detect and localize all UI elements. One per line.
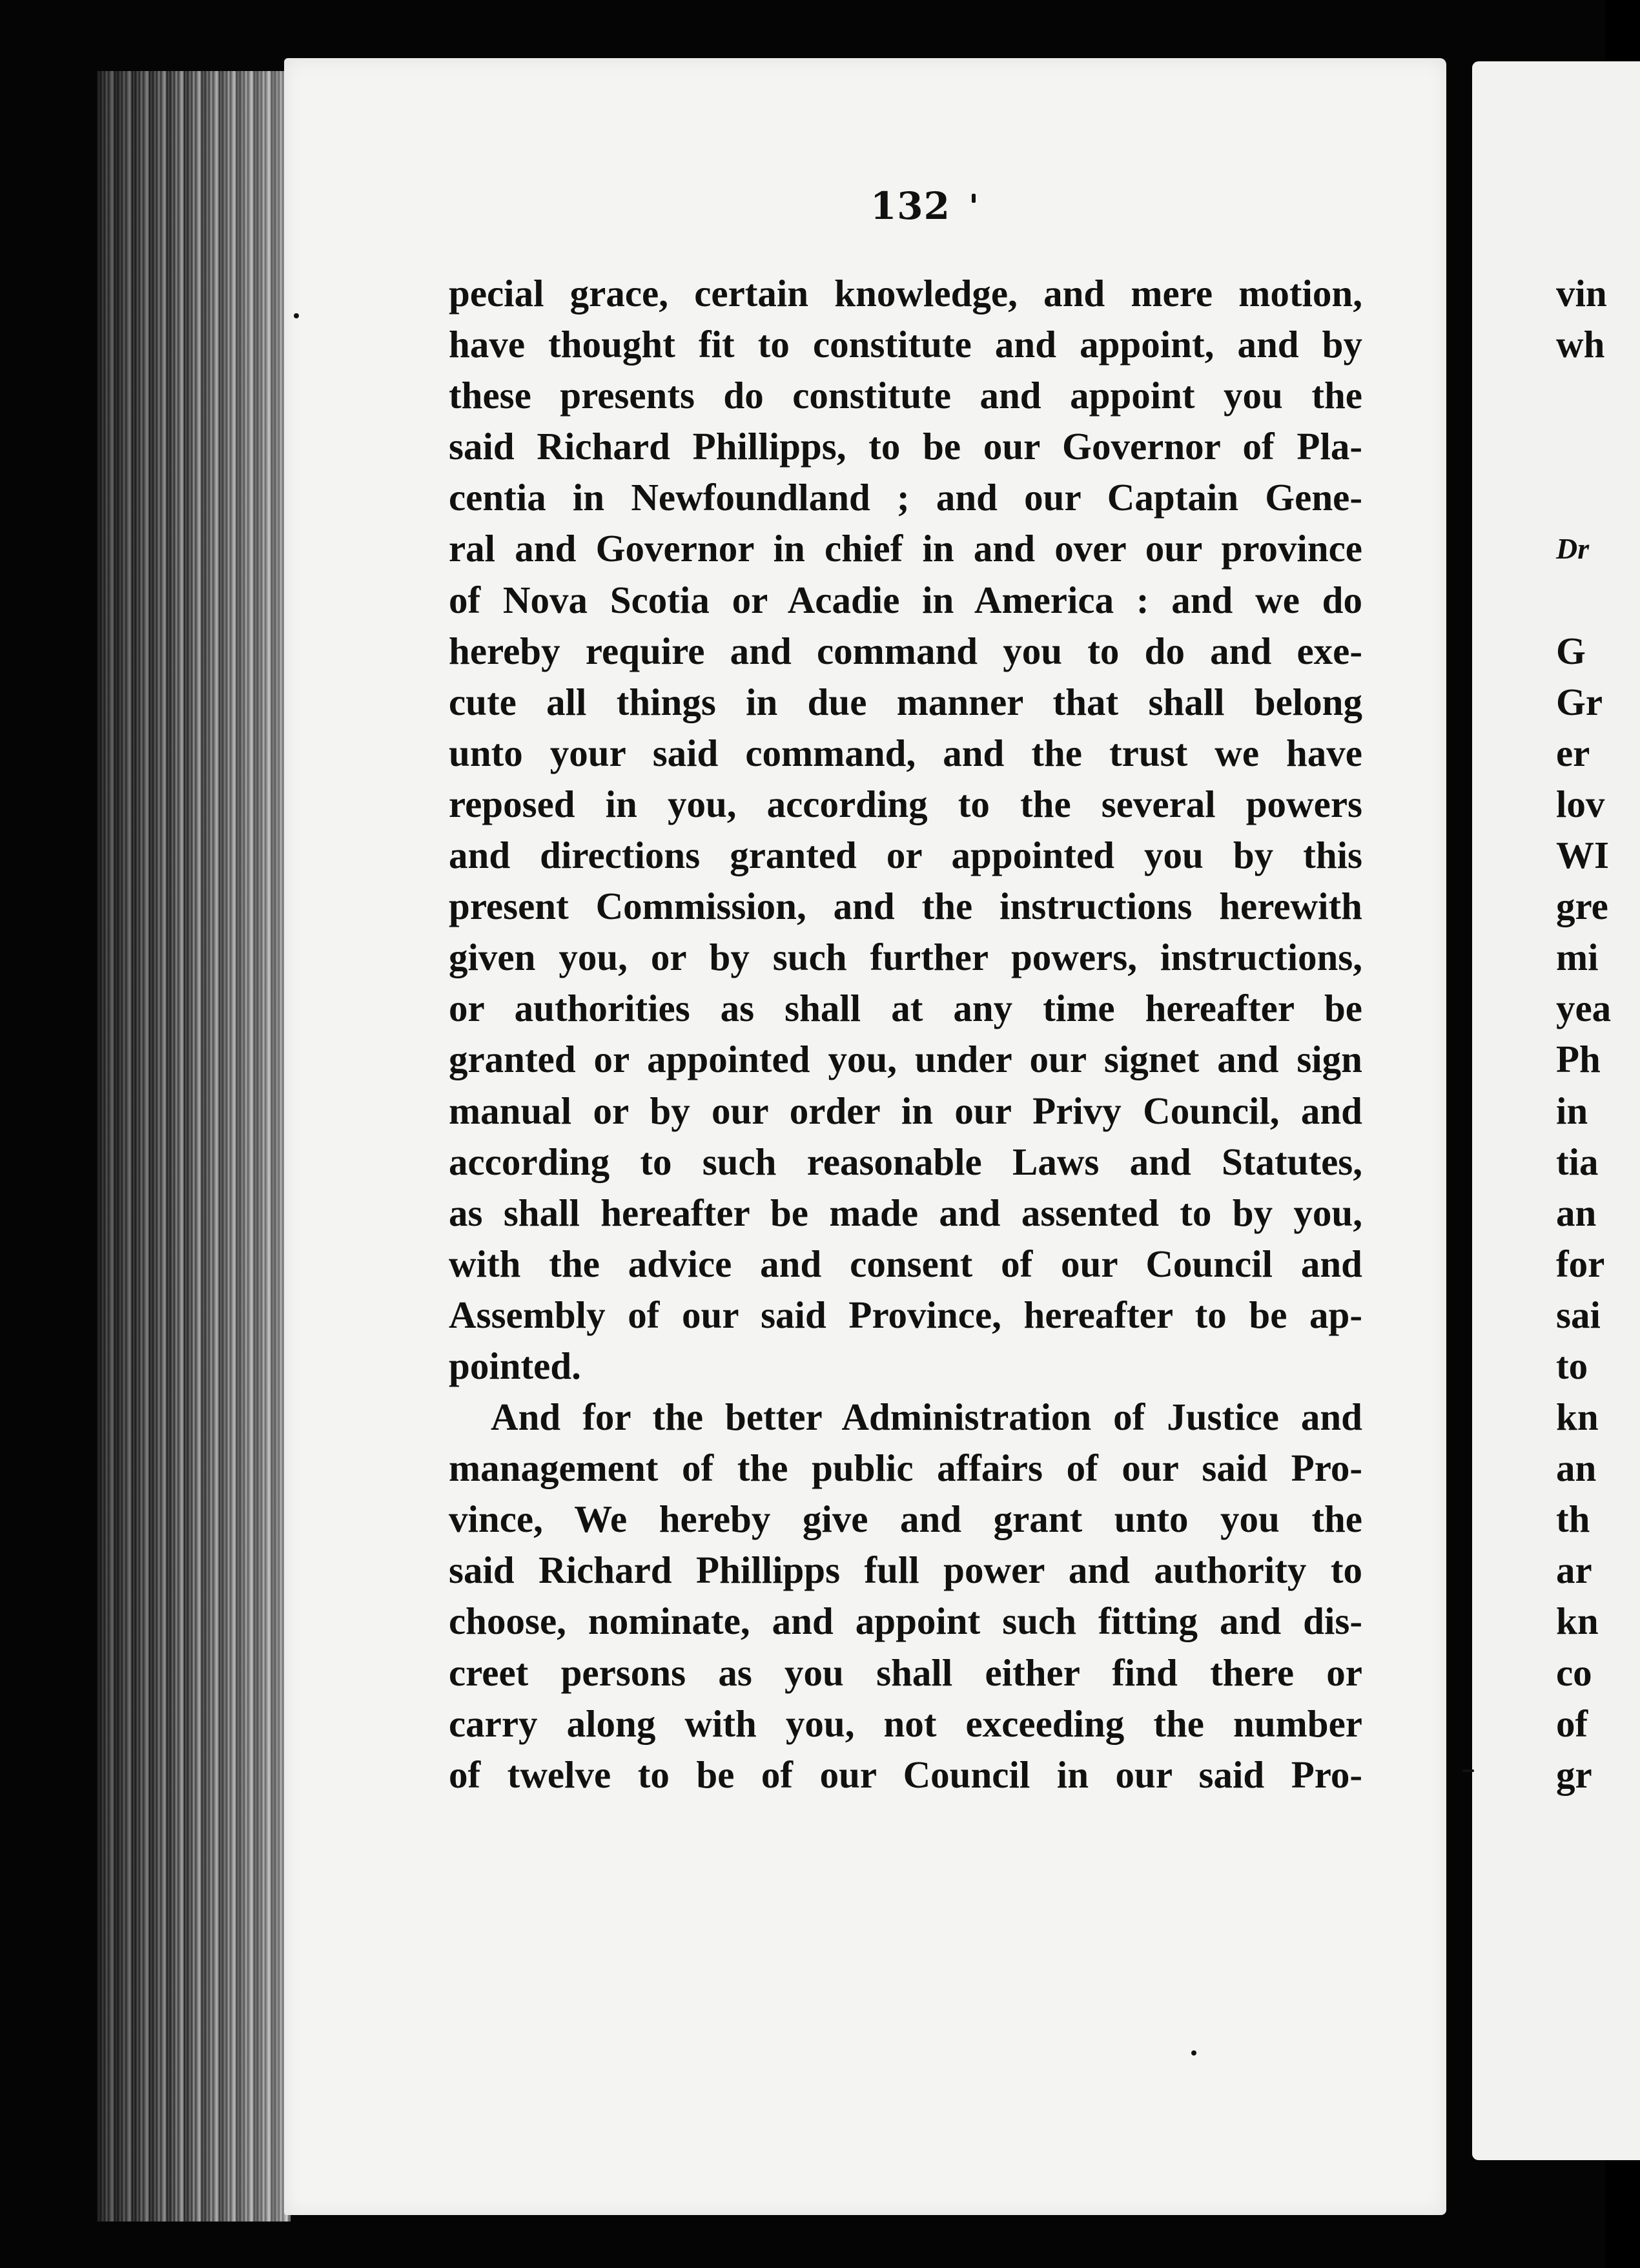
facing-line: th [1556,1498,1590,1541]
facing-line: tia [1556,1140,1599,1183]
text-line: said Richard Phillipps, to be our Governor of Pla- [449,425,1362,468]
text-line: creet persons as you shall either find there or [449,1651,1362,1694]
facing-line: Dr [1556,532,1590,566]
facing-line: for [1556,1242,1605,1285]
facing-line: mi [1556,936,1599,979]
facing-line: ar [1556,1549,1592,1592]
facing-line: of [1556,1702,1588,1745]
facing-line: vin [1556,272,1607,314]
text-line: pecial grace, certain knowledge, and mere motion, [449,272,1362,314]
text-line: vince, We hereby give and grant unto you the [449,1498,1362,1541]
page-number: 132 [870,184,951,228]
scan-speck [294,313,299,318]
text-line: said Richard Phillipps full power and authority to [449,1549,1362,1592]
text-line: granted or appointed you, under our signet and sign [449,1038,1362,1081]
scan-speck [972,194,976,203]
text-line: Assembly of our said Province, hereafter to be ap- [449,1293,1362,1336]
facing-line: Ph [1556,1038,1601,1081]
text-line: unto your said command, and the trust we have [449,731,1362,774]
facing-line: gr [1556,1753,1592,1796]
text-line: of Nova Scotia or Acadie in America : and we do [449,578,1362,621]
facing-line: an [1556,1191,1597,1234]
facing-line: WI [1556,834,1609,877]
facing-line: sai [1556,1293,1601,1336]
text-line: cute all things in due manner that shall belong [449,680,1362,723]
facing-line: wh [1556,323,1605,366]
text-line: reposed in you, according to the several powers [449,782,1362,825]
text-line: centia in Newfoundland ; and our Captain Gene- [449,476,1362,519]
text-line: present Commission, and the instructions herewith [449,885,1362,928]
facing-line: in [1556,1089,1588,1132]
text-line: and directions granted or appointed you by this [449,834,1362,877]
text-line: given you, or by such further powers, instructions, [449,936,1362,979]
text-line: choose, nominate, and appoint such fitting and dis- [449,1600,1362,1643]
text-line: according to such reasonable Laws and Statutes, [449,1140,1362,1183]
text-line: hereby require and command you to do and exe- [449,629,1362,672]
text-line: And for the better Administration of Justice and [491,1396,1362,1439]
text-line: have thought fit to constitute and appoint, and by [449,323,1362,366]
facing-line: kn [1556,1600,1599,1643]
scan-speck [1191,2050,1196,2056]
text-line: pointed. [449,1344,581,1387]
facing-line: kn [1556,1396,1599,1439]
facing-line: G [1556,629,1586,672]
text-line: ral and Governor in chief in and over our province [449,527,1362,570]
facing-line: an [1556,1447,1597,1490]
text-line: management of the public affairs of our said Pro- [449,1447,1362,1490]
scan-speck [1462,1769,1474,1772]
facing-line: lov [1556,782,1605,825]
text-line: these presents do constitute and appoint you the [449,374,1362,417]
page-edges-shadow [97,71,291,2222]
facing-line: co [1556,1651,1592,1694]
facing-line: er [1556,731,1590,774]
page-body-text [449,268,1362,1800]
text-line: as shall hereafter be made and assented to by you, [449,1191,1362,1234]
facing-page-text-fragments [1556,268,1612,1800]
text-line: or authorities as shall at any time hereafter be [449,987,1362,1030]
facing-line: yea [1556,987,1612,1030]
text-line: manual or by our order in our Privy Council, and [449,1089,1362,1132]
text-line: carry along with you, not exceeding the number [449,1702,1362,1745]
facing-line: Gr [1556,680,1603,723]
facing-line: to [1556,1344,1588,1387]
text-line: with the advice and consent of our Council and [449,1242,1362,1285]
text-line: of twelve to be of our Council in our said Pro- [449,1753,1362,1796]
facing-line: gre [1556,885,1608,928]
